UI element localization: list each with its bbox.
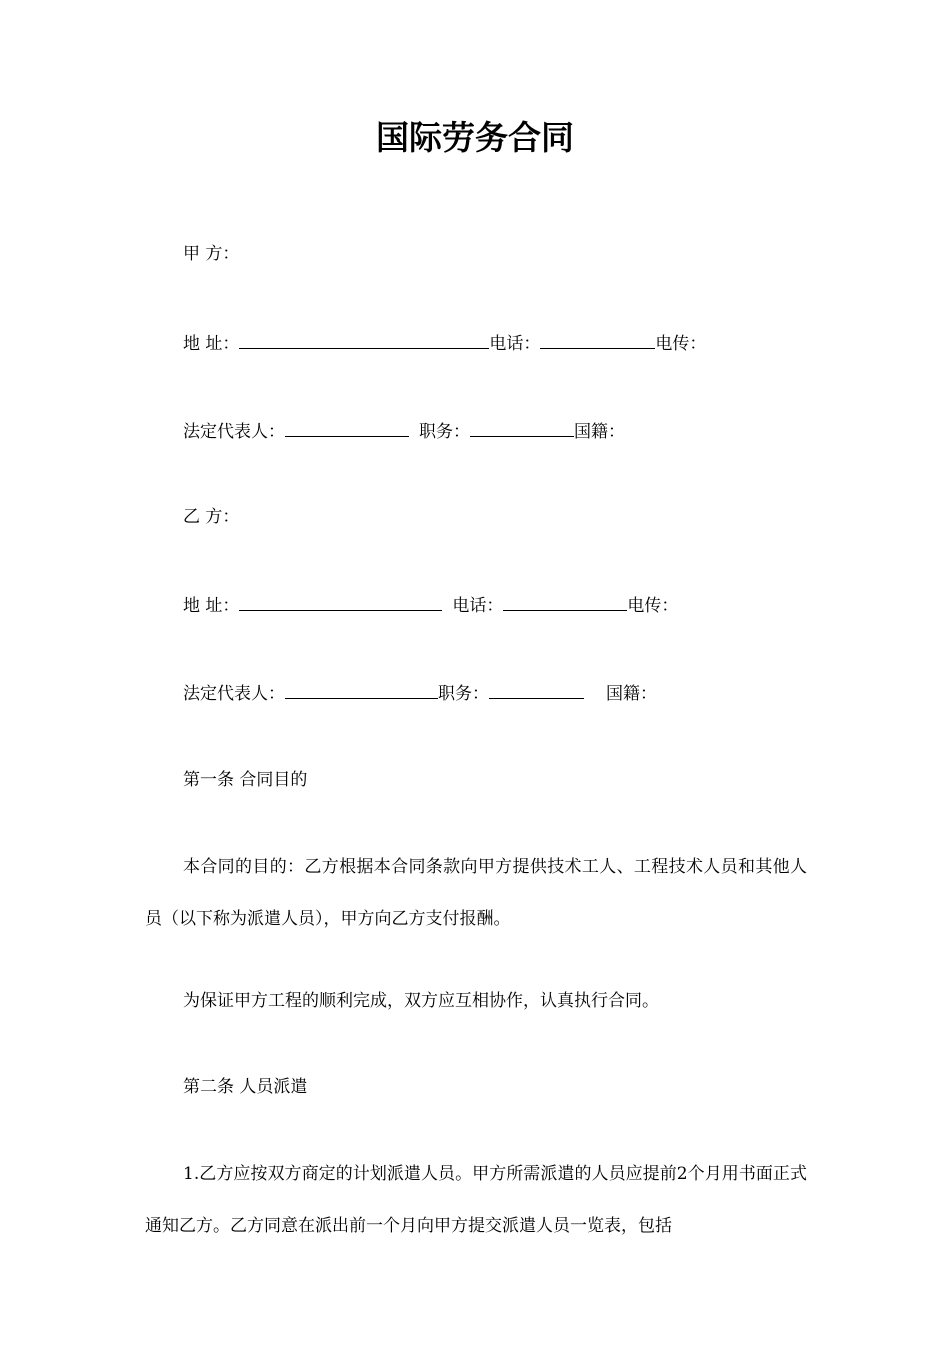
party-b-nationality-label: 国籍：: [606, 684, 657, 704]
party-b-rep-row: [183, 680, 657, 706]
party-a-label: 甲 方：: [183, 244, 240, 264]
party-a-position-field[interactable]: [470, 418, 574, 437]
document-title: 国际劳务合同: [376, 118, 574, 157]
party-b-label: 乙 方：: [183, 507, 240, 527]
article-2-paragraph-1: 1.乙方应按双方商定的计划派遣人员。甲方所需派遣的人员应提前2个月用书面正式通知乙方。乙方同意在派出前一个月向甲方提交派遣人员一览表，包括: [145, 1164, 807, 1236]
party-b-rep-label: 法定代表人：: [183, 684, 285, 704]
party-b-fax-label: 电传：: [627, 596, 679, 616]
party-b-phone-field[interactable]: [503, 592, 627, 611]
party-b-address-label: 地 址：: [183, 596, 240, 616]
party-a-fax-label: 电传：: [655, 334, 707, 354]
party-a-address-row: [183, 330, 706, 356]
party-a-position-label: 职务：: [419, 422, 470, 442]
party-b-address-row: [183, 592, 678, 618]
party-a-phone-label: 电话：: [489, 334, 541, 354]
article-1-paragraph-1: 本合同的目的：乙方根据本合同条款向甲方提供技术工人、工程技术人员和其他人员（以下称为派遣人员），甲方向乙方支付报酬。: [145, 857, 807, 929]
party-a-phone-field[interactable]: [540, 330, 655, 349]
party-b-phone-label: 电话：: [452, 596, 504, 616]
article-1-paragraph-2: 为保证甲方工程的顺利完成，双方应互相协作，认真执行合同。: [183, 991, 659, 1011]
party-a-rep-label: 法定代表人：: [183, 422, 285, 442]
party-b-position-field[interactable]: [489, 680, 584, 699]
party-b-address-field[interactable]: [239, 592, 442, 611]
party-a-rep-field[interactable]: [285, 418, 409, 437]
party-a-nationality-label: 国籍：: [574, 422, 625, 442]
party-a-rep-row: [183, 418, 625, 444]
party-b-position-label: 职务：: [438, 684, 489, 704]
article-1-heading: 第一条 合同目的: [183, 770, 308, 790]
party-a-address-field[interactable]: [239, 330, 489, 349]
article-2-heading: 第二条 人员派遣: [183, 1077, 308, 1097]
party-b-rep-field[interactable]: [285, 680, 438, 699]
party-a-address-label: 地 址：: [183, 334, 240, 354]
